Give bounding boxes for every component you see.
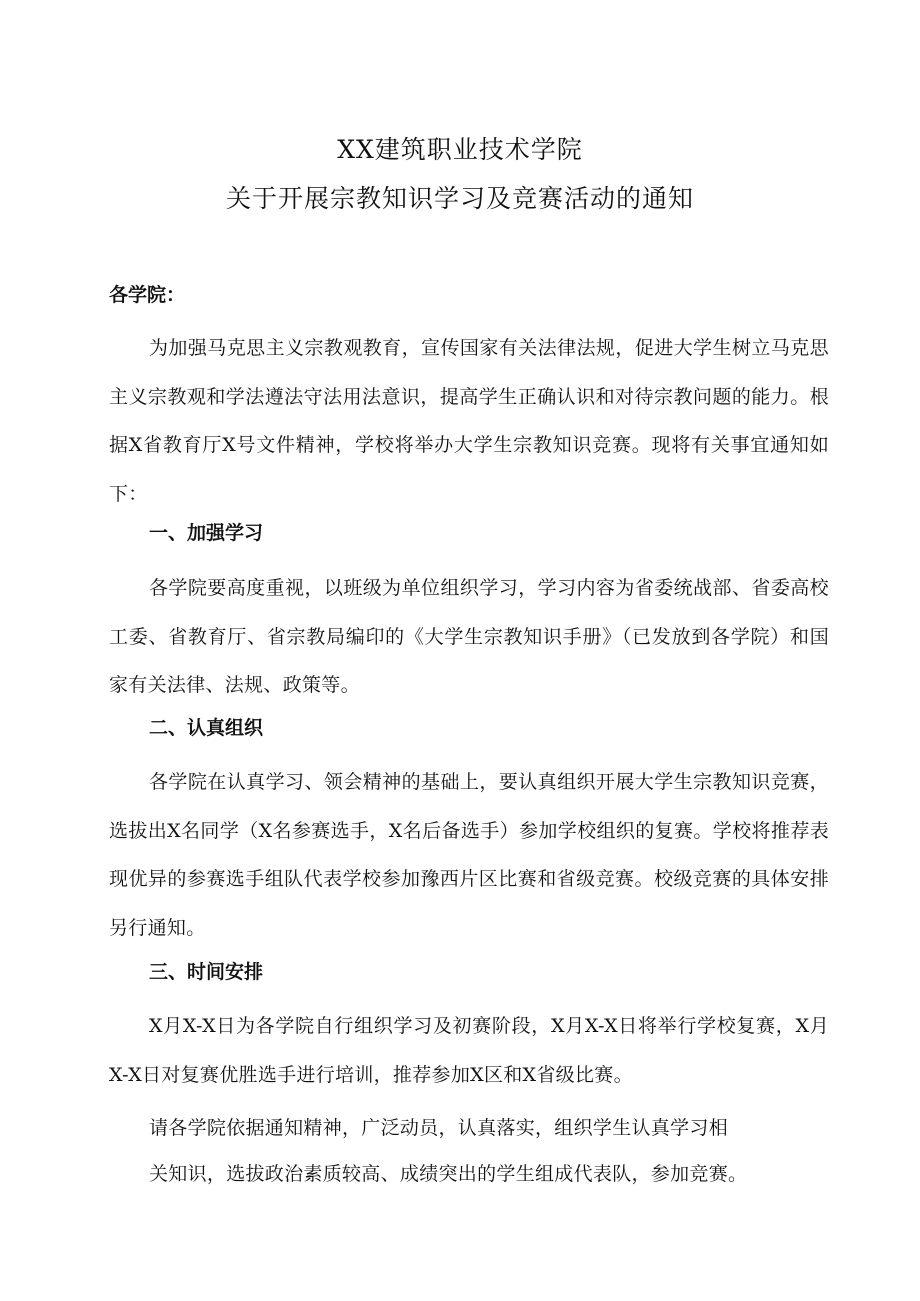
closing-line-1: 请各学院依据通知精神，广泛动员，认真落实，组织学生认真学习相 (149, 1117, 729, 1139)
document-title-line-2: 关于开展宗教知识学习及竞赛活动的通知 (225, 184, 694, 213)
intro-paragraph: 为加强马克思主义宗教观教育，宣传国家有关法律法规，促进大学生树立马克思主义宗教观和学法遵法守法用法意识，提高学生正确认识和对待宗教问题的能力。根据X省教育厅X号文件精神，学校将举办大学生宗教知识竞赛。现将有关事宜通知如下： (109, 337, 829, 506)
section-heading-study: 一、加强学习 (149, 522, 264, 544)
closing-line-2: 关知识，选拔政治素质较高、成绩突出的学生组成代表队，参加竞赛。 (149, 1163, 748, 1185)
section-heading-schedule: 三、时间安排 (149, 961, 264, 983)
section-body-study: 各学院要高度重视，以班级为单位组织学习，学习内容为省委统战部、省委高校工委、省教育厅、省宗教局编印的《大学生宗教知识手册》（已发放到各学院）和国家有关法律、法规、政策等。 (109, 577, 829, 697)
document-title-line-1: XX建筑职业技术学院 (337, 135, 583, 164)
section-heading-organize: 二、认真组织 (149, 717, 264, 739)
salutation: 各学院： (109, 284, 186, 306)
section-body-organize: 各学院在认真学习、领会精神的基础上，要认真组织开展大学生宗教知识竞赛，选拔出X名同学（X名参赛选手，X名后备选手）参加学校组织的复赛。学校将推荐表现优异的参赛选手组队代表学校参加豫西片区比赛和省级竞赛。校级竞赛的具体安排另行通知。 (109, 771, 829, 940)
section-body-schedule: X月X-X日为各学院自行组织学习及初赛阶段，X月X-X日将举行学校复赛，X月X-X日对复赛优胜选手进行培训，推荐参加X区和X省级比赛。 (109, 1015, 829, 1086)
